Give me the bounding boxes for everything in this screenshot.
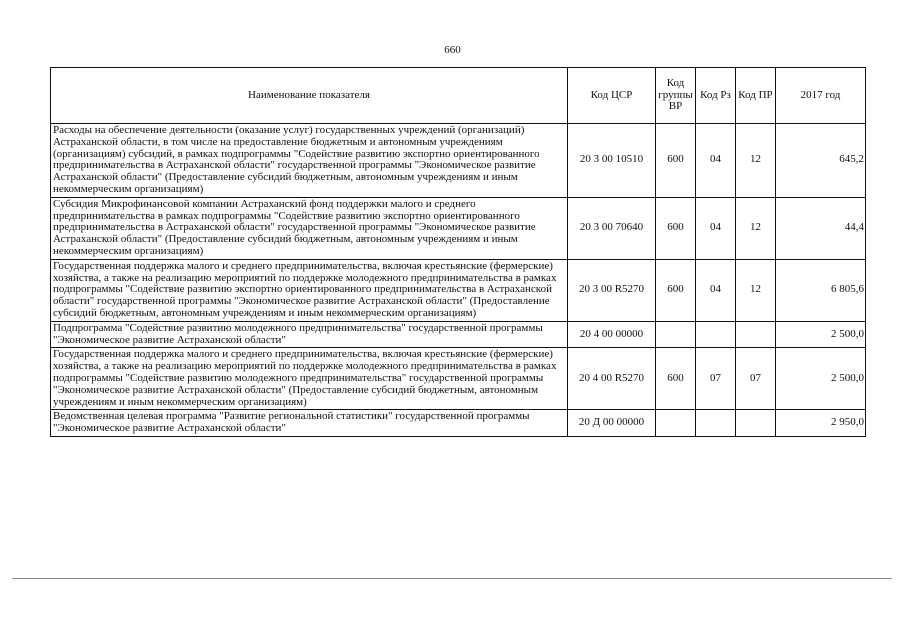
row-csr: 20 4 00 00000 (568, 321, 656, 348)
header-name: Наименование показателя (51, 68, 568, 124)
row-vr (656, 321, 696, 348)
row-vr (656, 410, 696, 437)
table-row (51, 124, 866, 198)
row-name: Государственная поддержка малого и среднего предпринимательства, включая крестьянские (фермерские) хозяйства, а также на реализацию мероприятий по поддержке молодежного предпринимательства в рамках подпрограммы "Содействие развитию экспортно ориентированного предпринимательства в Астраханской области" государственной программы "Экономическое развитие Астраханской области" (Предоставление субсидий бюджетным, автономным учреждениям и иным некоммерческим организациям) (51, 259, 568, 321)
header-vr: Код группы ВР (656, 68, 696, 124)
row-rz: 04 (696, 124, 736, 198)
row-vr: 600 (656, 197, 696, 259)
row-rz: 04 (696, 259, 736, 321)
row-amount: 2 500,0 (776, 321, 866, 348)
row-rz: 04 (696, 197, 736, 259)
row-pr: 12 (736, 197, 776, 259)
table-row (51, 197, 866, 259)
row-amount: 6 805,6 (776, 259, 866, 321)
row-name: Расходы на обеспечение деятельности (оказание услуг) государственных учреждений (организаций) Астраханской области, в том числе на предоставление бюджетным и автономным учреждениям (организациям) субсидий, в рамках подпрограммы "Содействие развитию экспортно ориентированного предпринимательства в Астраханской области" государственной программы "Экономическое развитие Астраханской области" (Предоставление субсидий бюджетным, автономным учреждениям и иным некоммерческим организациям) (51, 124, 568, 198)
table-row (51, 410, 866, 437)
page-number: 660 (444, 44, 461, 56)
table-row (51, 259, 866, 321)
row-rz: 07 (696, 348, 736, 410)
row-pr (736, 410, 776, 437)
header-rz: Код Рз (696, 68, 736, 124)
row-rz (696, 321, 736, 348)
row-csr: 20 3 00 R5270 (568, 259, 656, 321)
header-csr: Код ЦСР (568, 68, 656, 124)
row-amount: 645,2 (776, 124, 866, 198)
budget-table (50, 67, 866, 437)
table-header-row (51, 68, 866, 124)
row-amount: 2 500,0 (776, 348, 866, 410)
row-name: Подпрограмма "Содействие развитию молодежного предпринимательства" государственной программы "Экономическое развитие Астраханской области" (51, 321, 568, 348)
row-csr: 20 3 00 70640 (568, 197, 656, 259)
table-row (51, 348, 866, 410)
row-pr (736, 321, 776, 348)
row-vr: 600 (656, 348, 696, 410)
row-name: Субсидия Микрофинансовой компании Астраханский фонд поддержки малого и среднего предпринимательства в рамках подпрограммы "Содействие развитию экспортно ориентированного предпринимательства в Астраханской области" государственной программы "Экономическое развитие Астраханской области" (Предоставление субсидий бюджетным, автономным учреждениям и иным некоммерческим организациям) (51, 197, 568, 259)
row-csr: 20 3 00 10510 (568, 124, 656, 198)
header-pr: Код ПР (736, 68, 776, 124)
row-amount: 2 950,0 (776, 410, 866, 437)
row-pr: 12 (736, 259, 776, 321)
row-pr: 07 (736, 348, 776, 410)
header-year: 2017 год (776, 68, 866, 124)
row-vr: 600 (656, 124, 696, 198)
row-name: Ведомственная целевая программа "Развитие региональной статистики" государственной программы "Экономическое развитие Астраханской области" (51, 410, 568, 437)
row-pr: 12 (736, 124, 776, 198)
footer-rule (12, 578, 892, 579)
row-name: Государственная поддержка малого и среднего предпринимательства, включая крестьянские (фермерские) хозяйства, а также на реализацию мероприятий по поддержке молодежного предпринимательства в рамках подпрограммы "Содействие развитию молодежного предпринимательства" государственной программы "Экономическое развитие Астраханской области" (Предоставление субсидий бюджетным, автономным учреждениям и иным некоммерческим организациям) (51, 348, 568, 410)
row-amount: 44,4 (776, 197, 866, 259)
row-rz (696, 410, 736, 437)
table-row (51, 321, 866, 348)
row-csr: 20 Д 00 00000 (568, 410, 656, 437)
row-vr: 600 (656, 259, 696, 321)
row-csr: 20 4 00 R5270 (568, 348, 656, 410)
